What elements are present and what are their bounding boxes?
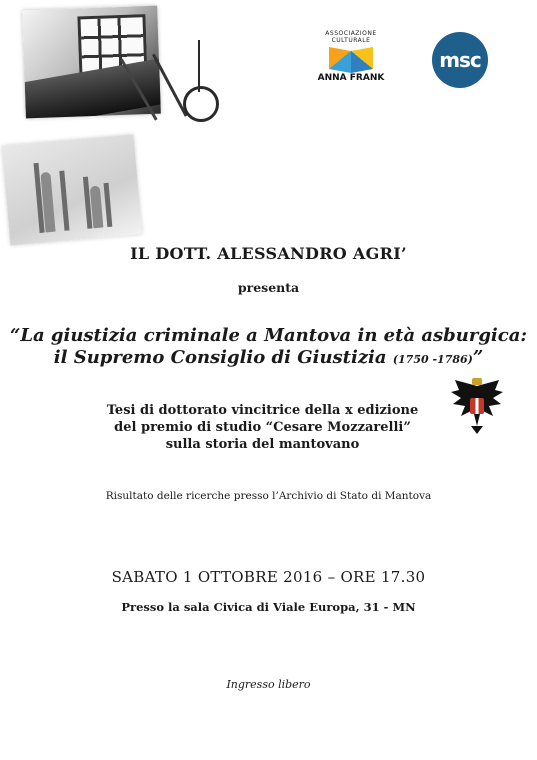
thesis-line2: del premio di studio “Cesare Mozzarelli” <box>114 420 411 435</box>
event-venue: Presso la sala Civica di Viale Europa, 31 - MN <box>121 600 416 614</box>
research-note: Risultato delle ricerche presso l’Archivio di Stato di Mantova <box>105 490 432 502</box>
noose-cord <box>198 40 200 92</box>
msc-logo <box>432 32 488 88</box>
lecture-title <box>0 325 537 371</box>
admission-note: Ingresso libero <box>226 678 311 691</box>
post <box>59 171 69 231</box>
msc-logo-text: msc <box>439 48 481 72</box>
thesis-line1: Tesi di dottorato vincitrice della x edizione <box>106 403 419 418</box>
thesis-description <box>90 402 435 453</box>
noose-icon <box>183 86 219 122</box>
lecture-title-years: (1750 -1786) <box>392 353 473 366</box>
anna-frank-logo-name: ANNA FRANK <box>317 73 385 83</box>
prison-window-photo <box>22 6 161 119</box>
presenta-label: presenta <box>237 280 300 295</box>
anna-frank-logo <box>316 30 386 92</box>
lecture-title-close-quote: ” <box>472 347 484 368</box>
open-book-icon <box>329 45 373 71</box>
speaker-name: IL DOTT. ALESSANDRO AGRI’ <box>130 244 407 263</box>
post <box>104 183 113 227</box>
event-date-time: SABATO 1 OTTOBRE 2016 – ORE 17.30 <box>111 568 426 586</box>
lecture-title-line2 <box>0 347 537 371</box>
lecture-title-main: il Supremo Consiglio di Giustizia <box>53 347 387 368</box>
execution-sketch-photo <box>2 134 142 245</box>
thesis-line3: sulla storia del mantovano <box>165 437 360 452</box>
habsburg-eagle-icon <box>449 376 505 436</box>
lecture-title-line1: “La giustizia criminale a Mantova in età asburgica: <box>9 325 528 346</box>
anna-frank-logo-top-text: ASSOCIAZIONE CULTURALE <box>325 30 377 44</box>
